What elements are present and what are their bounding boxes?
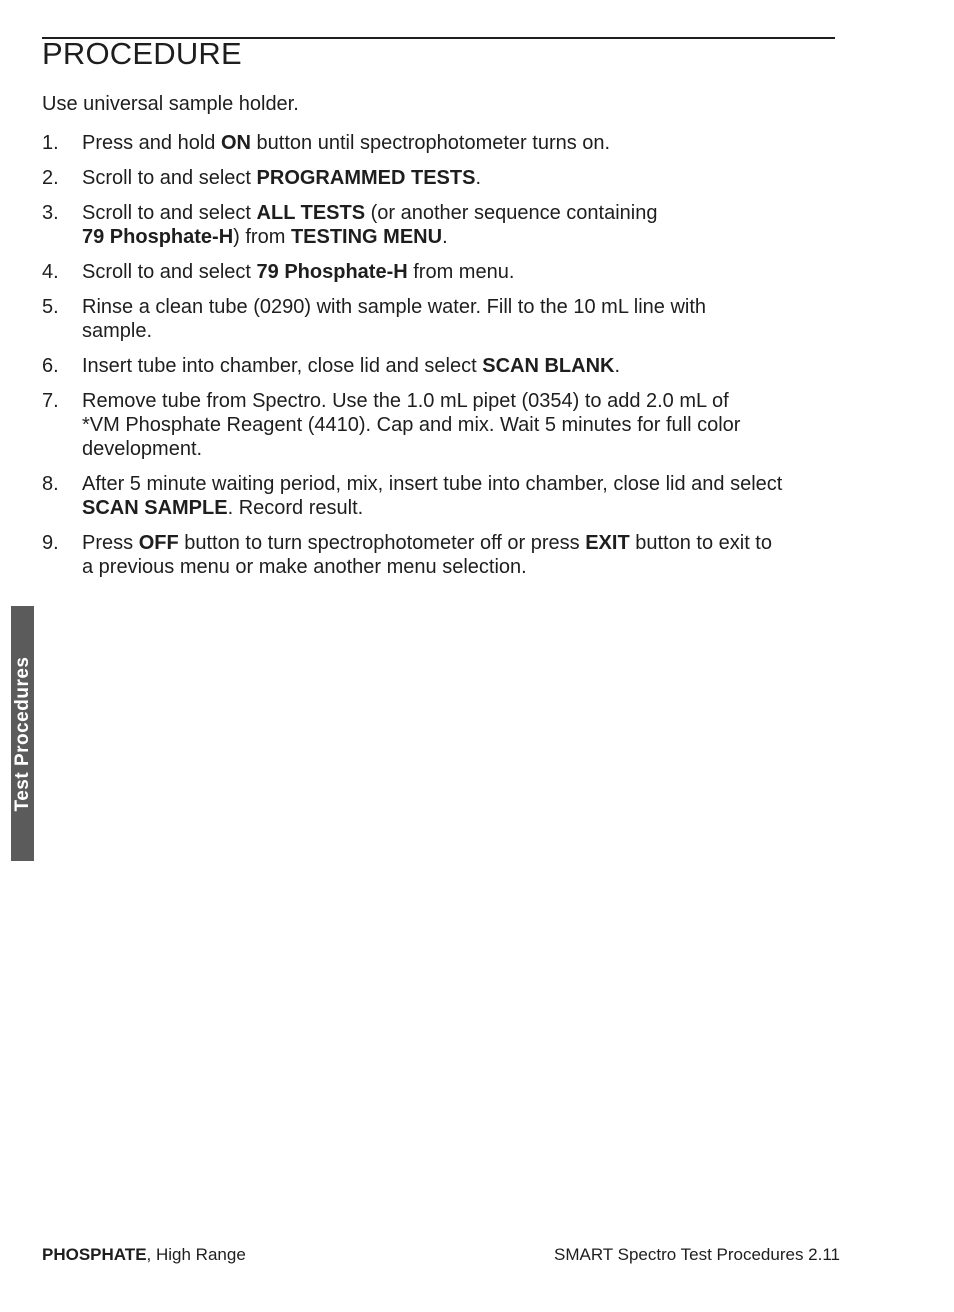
procedure-step — [42, 131, 842, 155]
step-keyword: PROGRAMMED TESTS — [256, 167, 476, 189]
step-text-fragment: . Record result. — [227, 497, 364, 519]
side-tab-label: Test Procedures — [11, 656, 33, 811]
step-number: 9. — [42, 532, 59, 554]
step-keyword: SCAN SAMPLE — [82, 497, 228, 519]
step-text — [82, 531, 842, 579]
step-text-fragment: Rinse a clean tube (0290) with sample water. Fill to the 10 mL line with — [82, 296, 707, 318]
step-text-fragment: a previous menu or make another menu selection. — [82, 556, 527, 578]
step-text — [82, 131, 842, 155]
step-number: 8. — [42, 473, 59, 495]
step-text — [82, 260, 842, 284]
step-text-fragment: Insert tube into chamber, close lid and select — [82, 355, 483, 377]
procedure-step — [42, 166, 842, 190]
step-text-fragment: (or another sequence containing — [365, 202, 658, 224]
procedure-step — [42, 472, 842, 520]
step-text-fragment: *VM Phosphate Reagent (4410). Cap and mix. Wait 5 minutes for full color — [82, 414, 741, 436]
step-text — [82, 472, 842, 520]
footer-topic: PHOSPHATE — [42, 1245, 147, 1264]
step-number: 3. — [42, 202, 59, 224]
side-tab — [11, 606, 34, 861]
step-text-fragment: . — [442, 226, 448, 248]
step-text-fragment: Scroll to and select — [82, 261, 257, 283]
footer-topic-range: , High Range — [146, 1245, 246, 1264]
step-text-fragment: button to exit to — [629, 532, 772, 554]
step-text-fragment: from menu. — [407, 261, 515, 283]
step-text-fragment: After 5 minute waiting period, mix, insert tube into chamber, close lid and select — [82, 473, 783, 495]
step-text-fragment: Scroll to and select — [82, 167, 257, 189]
procedure-step — [42, 295, 842, 343]
step-text-fragment: Press — [82, 532, 139, 554]
step-text-fragment: Press and hold — [82, 132, 221, 154]
step-text — [82, 354, 842, 378]
step-text — [82, 166, 842, 190]
procedure-steps-list — [42, 131, 842, 590]
step-number: 4. — [42, 261, 59, 283]
step-text-fragment: button to turn spectrophotometer off or press — [178, 532, 586, 554]
step-text-fragment: ) from — [233, 226, 291, 248]
footer-page-label: SMART Spectro Test Procedures 2.11 — [554, 1245, 840, 1264]
procedure-step — [42, 389, 842, 461]
step-text-fragment: button until spectrophotometer turns on. — [250, 132, 611, 154]
step-number: 5. — [42, 296, 59, 318]
step-number: 6. — [42, 355, 59, 377]
step-text-fragment: . — [614, 355, 621, 377]
step-keyword: ON — [220, 132, 251, 154]
step-text-fragment: . — [475, 167, 481, 189]
step-text-fragment: development. — [82, 438, 203, 460]
step-keyword: 79 Phosphate-H — [256, 261, 408, 283]
step-text-fragment: Remove tube from Spectro. Use the 1.0 mL pipet (0354) to add 2.0 mL of — [82, 390, 729, 412]
step-text — [82, 201, 842, 249]
procedure-step — [42, 201, 842, 249]
intro-text: Use universal sample holder. — [42, 93, 299, 115]
step-text-fragment: Scroll to and select — [82, 202, 257, 224]
procedure-step — [42, 354, 842, 378]
step-number: 1. — [42, 132, 59, 154]
step-text — [82, 295, 842, 343]
step-keyword: EXIT — [585, 532, 630, 554]
section-heading: PROCEDURE — [42, 36, 242, 71]
step-keyword: ALL TESTS — [256, 202, 366, 224]
procedure-step — [42, 531, 842, 579]
step-keyword: 79 Phosphate-H — [82, 226, 234, 248]
step-keyword: OFF — [138, 532, 179, 554]
step-number: 2. — [42, 167, 59, 189]
step-keyword: TESTING MENU — [290, 226, 443, 248]
step-number: 7. — [42, 390, 59, 412]
step-text — [82, 389, 842, 461]
procedure-step — [42, 260, 842, 284]
footer-left — [42, 1244, 246, 1266]
step-keyword: SCAN BLANK — [482, 355, 615, 377]
step-text-fragment: sample. — [82, 320, 153, 342]
